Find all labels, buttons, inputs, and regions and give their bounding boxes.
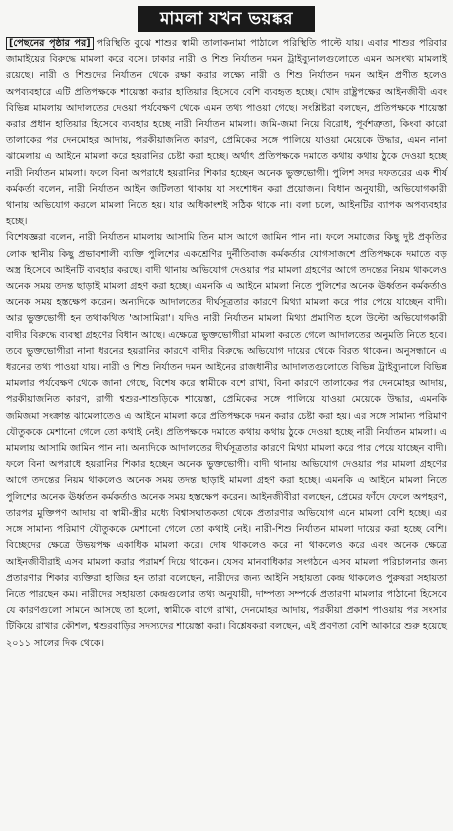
article-paragraph-1 — [6, 36, 447, 230]
paragraph-text: পরিস্থিতি বুঝে শাশুর স্বামী তালাকনামা পাঠালে পরিস্থিতি পাল্টে যায়। এবার শাশুর পরিবার জামাইয়ের বিরুদ্ধে মামলা করে বসে। ঢাকার নারী ও শিশু নির্যাতন দমন ট্রাইব্যুনালগুলোতে এমন অসংখ্য মামলাই রয়েছে। নারী ও শিশুদের নির্যাতন থেকে রক্ষা করার লক্ষ্যে নারী ও শিশু নির্যাতন দমন আইন প্রণীত হলেও অপব্যবহারে এটি প্রতিপক্ষকে শায়েস্তা করার হাতিয়ার হিসেবে বেশি ব্যবহৃত হচ্ছে। খোদ রাষ্ট্রপক্ষের আইনজীবী এবং বিভিন্ন মামলায় আদালতের দেওয়া পর্যবেক্ষণ থেকে এমন তথ্য পাওয়া গেছে। সংশ্লিষ্টরা বলছেন, প্রতিপক্ষকে শায়েস্তা করার প্রধান হাতিয়ার হিসেবে ব্যবহার হচ্ছে নারী নির্যাতন মামলা। জমি-জমা নিয়ে বিরোধ, পূর্বশত্রুতা, কিংবা কারো তালাকের পর দেনমোহর আদায়, পরকীয়াজনিত কারণ, প্রেমিকের সঙ্গে পালিয়ে যাওয়া মেয়েকে উদ্ধার, এমন নানা ঝামেলায় এ আইনে মামলা করে হয়রানির চেষ্টা করা হচ্ছে। অর্থাৎ প্রতিপক্ষকে দমাতে কথায় কথায় ঠুকে দেওয়া হচ্ছে নারী নির্যাতন মামলা। ফলে বিনা অপরাধে হয়রানির শিকার হচ্ছেন অনেক ভুক্তভোগী। পুলিশ সদর দফতরের এক শীর্ষ কর্মকর্তা বলেন, নারী নির্যাতন আইন জটিলতা থাকায় যা সংশোধন করা প্রয়োজন। বিধান অনুযায়ী, অভিযোগকারী থানায় অভিযোগ করলে মামলা নিতে হয়। যার অধিকাংশই সঠিক থাকে না। বলা চলে, আইনটির ব্যাপক অপব্যবহার হচ্ছে। — [6, 38, 447, 228]
paragraph-text: বিশেষজ্ঞরা বলেন, নারী নির্যাতন মামলায় আসামি তিন মাস আগে জামিন পান না। ফলে সমাজের কিছু দুষ্ট প্রকৃতির লোক স্থানীয় কিছু প্রভাবশালী ব্যক্তি পুলিশের একশ্রেণির দুর্নীতিবাজ কর্মকর্তার যোগসাজশে প্রতিপক্ষকে দমাতে বড় অস্ত্র হিসেবে আইনটি ব্যবহার করছে। বাদী থানায় অভিযোগ দেওয়ার পর মামলা গ্রহণের আগে তদন্তের নিয়ম থাকলেও অনেক সময় তদন্ত ছাড়াই মামলা গ্রহণ করা হচ্ছে। এমনকি এ আইনে মামলা নিতে পুলিশের অনেক ঊর্ধ্বতন কর্মকর্তাও অনেক সময় হস্তক্ষেপ করেন। অন্যদিকে আদালতের দীর্ঘসূত্রতার কারণে মিথ্যা মামলা করে পার পেয়ে যাচ্ছেন বাদী। আর ভুক্তভোগী হন তথাকথিত 'আসামিরা'। যদিও নারী নির্যাতন মামলা মিথ্যা প্রমাণিত হলে উল্টো অভিযোগকারী বাদীর বিরুদ্ধে ব্যবস্থা গ্রহণের বিধান আছে। এক্ষেত্রে ভুক্তভোগীরা মামলা করতে গেলে আদালতের অনুমতি নিতে হবে। তবে ভুক্তভোগীরা নানা ধরনের হয়রানির কারণে বাদীর বিরুদ্ধে অভিযোগ দায়ের থেকে বিরত থাকেন। অনুসন্ধানে এ ধরনের তথ্য পাওয়া যায়। নারী ও শিশু নির্যাতন দমন আইনের রাজধানীর আদালতগুলোতে বিভিন্ন ট্রাইব্যুনালে বিভিন্ন মামলার পর্যবেক্ষণ থেকে জানা গেছে, বিশেষ করে স্বামীকে বশে রাখা, বিনা কারণে তালাকের পর দেনমোহর আদায়, পরকীয়াজনিত কারণ, রাগী শ্বশুর-শাশুড়িকে শায়েস্তা, প্রেমিকের সঙ্গে পালিয়ে যাওয়া মেয়েকে উদ্ধার, এমনকি জমিজমা সংক্রান্ত ঝামেলাতেও এ আইনে মামলা করে প্রতিপক্ষকে দমন করার চেষ্টা করা হয়। এর সঙ্গে সামান্য পরিমাণ যৌতুককে মেশানো গেলে তো কথাই নেই। প্রতিপক্ষকে দমাতে কথায় কথায় ঠুকে দেওয়া হচ্ছে নারী নির্যাতন মামলা। এ মামলায় আসামি জামিন পান না। অন্যদিকে আদালতের দীর্ঘসূত্রতার কারণে মিথ্যা মামলা করে পার পেয়ে যাচ্ছেন বাদী। ফলে বিনা অপরাধে হয়রানির শিকার হচ্ছেন অনেক ভুক্তভোগী। বাদী থানায় অভিযোগ দেওয়ার পর মামলা গ্রহণের আগে তদন্তের নিয়ম থাকলেও অনেক সময় তদন্ত ছাড়াই মামলা গ্রহণ করা হচ্ছে। এমনকি এ আইনে মামলা নিতে পুলিশের অনেক ঊর্ধ্বতন কর্মকর্তাও অনেক সময় হস্তক্ষেপ করেন। আইনজীবীরা বলছেন, প্রেমের ফাঁদে ফেলে অপহরণ, তারপর মুক্তিপণ আদায় বা স্বামী-স্ত্রীর মধ্যে বিশ্বাসঘাতকতা থেকে প্রতারণার অভিযোগ এনে মামলা বেশি হচ্ছে। এর সঙ্গে সামান্য পরিমাণ যৌতুককে মেশানো গেলে তো কথাই নেই। নারী-শিশু নির্যাতন মামলা দায়ের করা হচ্ছে বেশি। বিচ্ছেদের ক্ষেত্রে উভয়পক্ষ একাধিক মামলা করে। দোষ থাকলেও করে না থাকলেও করে এবং অনেক ক্ষেত্রে আইনজীবীরাই এসব মামলা করার পরামর্শ দিয়ে থাকেন। যেসব মানবাধিকার সংগঠনে এসব মামলা পরিচালনার জন্য প্রতারণার শিকার ব্যক্তিরা হাজির হন তারা বলেছেন, নারীদের জন্য আইনি সহায়তা কেন্দ্র থাকলেও পুরুষরা সহায়তা নিতে পারছেন কম। নারীদের সহায়তা কেন্দ্রগুলোর তথ্য অনুযায়ী, দাম্পত্য সম্পর্কে প্রতারণা মামলার পাঠানো হিসেবে যে কারণগুলো সামনে আসছে তা হলো, স্বামীকে বাগে রাখা, দেনমোহর আদায়, পরকীয়া প্রকাশ পাওয়ায় পর সংসার টিকিয়ে রাখার কৌশল, শ্বশুরবাড়ির সদস্যদের শায়েস্তা করা। বিশ্লেষকরা বলছেন, এই প্রবণতা বেশি আকারে শুরু হয়েছে ২০১১ সালের দিক থেকে। — [6, 232, 447, 649]
article-body — [6, 36, 447, 652]
article-paragraph-2 — [6, 230, 447, 651]
continued-label: [পেছনের পৃষ্ঠার পর] — [6, 37, 94, 50]
headline: মামলা যখন ভয়ঙ্কর — [138, 6, 315, 32]
headline-container — [6, 6, 447, 32]
